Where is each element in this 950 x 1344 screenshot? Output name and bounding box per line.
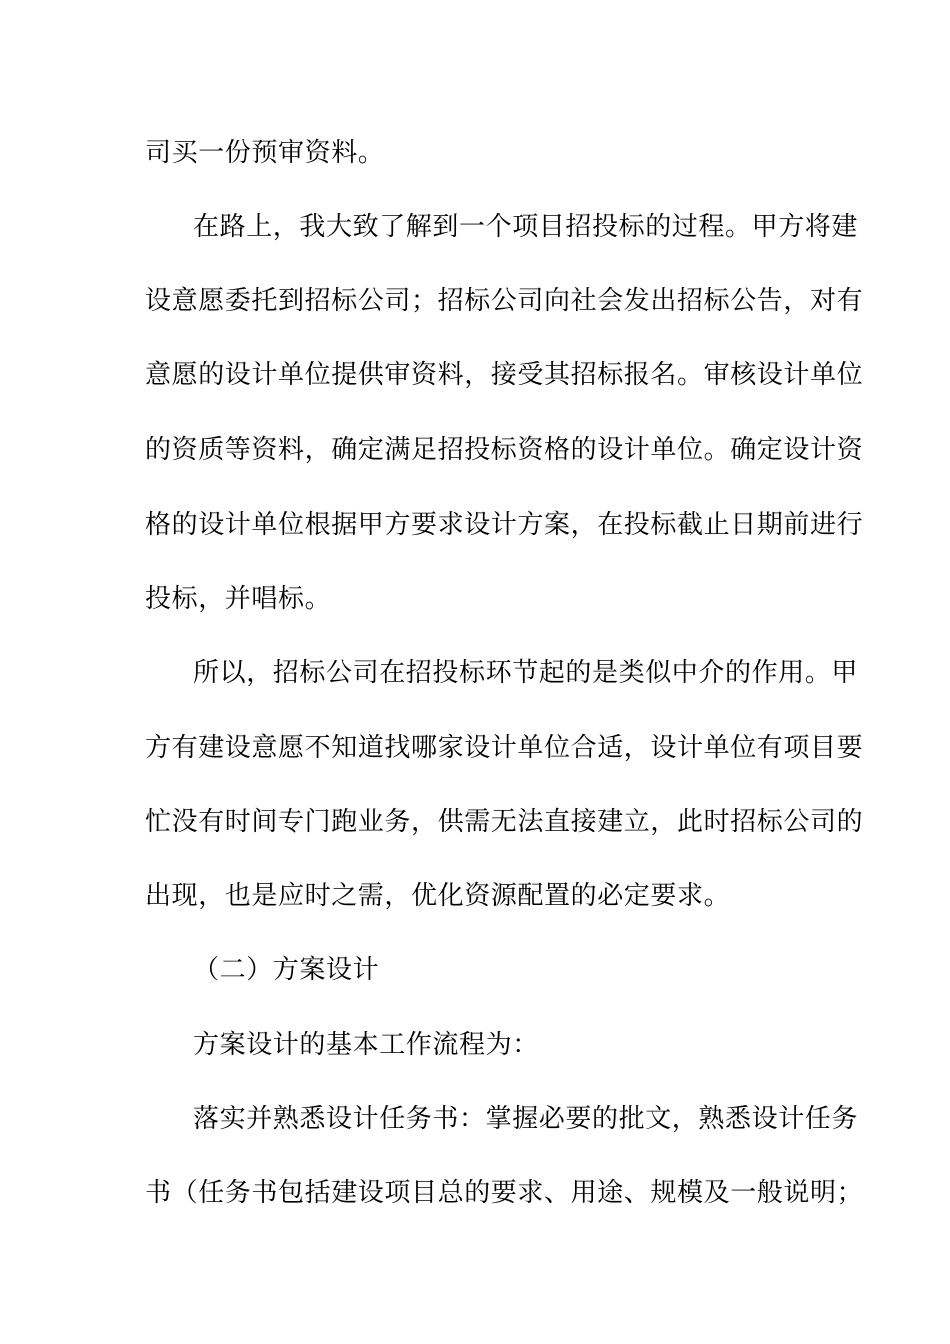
text-line: 设意愿委托到招标公司；招标公司向社会发出招标公告，对有 [145,286,864,316]
paragraph-first-line: 落实并熟悉设计任务书：掌握必要的批文，熟悉设计任务 [193,1104,859,1134]
text-line: 投标，并唱标。 [145,584,332,614]
text-line: 方有建设意愿不知道找哪家设计单位合适，设计单位有项目要 [145,733,864,763]
paragraph-first-line: 所以，招标公司在招投标环节起的是类似中介的作用。甲 [193,658,859,688]
text-line: 司买一份预审资料。 [145,138,385,168]
section-heading: （二）方案设计 [193,955,380,985]
text-line: 出现，也是应时之需，优化资源配置的必定要求。 [145,881,731,911]
text-line: 意愿的设计单位提供审资料，接受其招标报名。审核设计单位 [145,360,864,390]
text-line: 的资质等资料，确定满足招投标资格的设计单位。确定设计资 [145,435,864,465]
paragraph-first-line: 在路上，我大致了解到一个项目招投标的过程。甲方将建 [193,212,859,242]
text-line: 格的设计单位根据甲方要求设计方案，在投标截止日期前进行 [145,510,864,540]
text-line: 书（任务书包括建设项目总的要求、用途、规模及一般说明； [145,1178,864,1208]
paragraph-first-line: 方案设计的基本工作流程为： [193,1030,539,1060]
text-line: 忙没有时间专门跑业务，供需无法直接建立，此时招标公司的 [145,807,864,837]
